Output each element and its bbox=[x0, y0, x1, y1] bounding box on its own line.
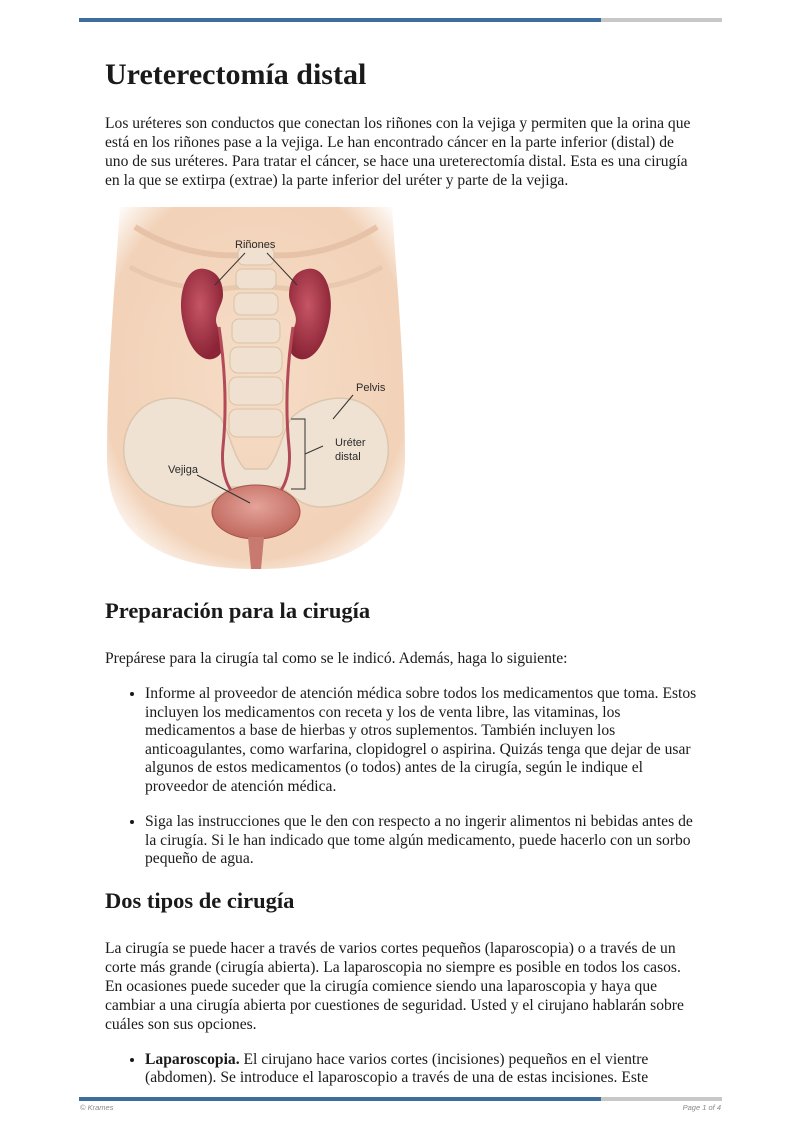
footer-page-number: Page 1 of 4 bbox=[682, 1103, 721, 1112]
anatomy-illustration bbox=[105, 207, 407, 569]
preparation-intro: Prepárese para la cirugía tal como se le indicó. Además, haga lo siguiente: bbox=[105, 650, 568, 667]
bottom-progress-bar bbox=[79, 1097, 722, 1101]
surgery-types-intro: La cirugía se puede hacer a través de varios cortes pequeños (laparoscopia) o a través de un corte más grande (cirugía abierta). La laparoscopia no siempre es posible en todos los casos. En ocasiones puede suceder que la cirugía comience siendo una laparoscopia y haya que cambiar a una cirugía abierta por cuestiones de seguridad. Usted y el cirujano hablarán sobre cuáles son sus opciones. bbox=[105, 939, 684, 1033]
list-item: • Informe al proveedor de atención médica sobre todos los medicamentos que toma. Estos incluyen los medicamentos con receta y los de venta libre, las vitaminas, los medicamentos a base de hierbas y otros suplementos. También incluyen los anticoagulantes, como warfarina, clopidogrel o aspirina. Quizás tenga que dejar de usar algunos de estos medicamentos (o todos) antes de la cirugía, según le indique el proveedor de atención médica. bbox=[145, 685, 700, 796]
label-ureter-line2: distal bbox=[335, 451, 361, 463]
surgery-types-list bbox=[105, 1051, 700, 1088]
list-item bbox=[145, 1051, 700, 1088]
page-title: Ureterectomía distal bbox=[105, 58, 367, 91]
top-progress-bar bbox=[79, 18, 722, 22]
label-ureter-line1: Uréter bbox=[335, 437, 366, 449]
list-item-text: El cirujano hace varios cortes (incisiones) pequeños en el vientre (abdomen). Se introduce el laparoscopio a través de una de estas incisiones. Este bbox=[145, 1050, 649, 1086]
top-progress-fill bbox=[79, 18, 601, 22]
section-heading-preparation: Preparación para la cirugía bbox=[105, 598, 371, 623]
section-heading-surgery-types: Dos tipos de cirugía bbox=[105, 887, 295, 913]
label-bladder: Vejiga bbox=[168, 464, 198, 476]
list-item-bold: Laparoscopia. bbox=[145, 1050, 240, 1068]
footer-copyright: © Krames bbox=[80, 1103, 114, 1112]
document-body bbox=[105, 56, 700, 1088]
intro-paragraph: Los uréteres son conductos que conectan los riñones con la vejiga y permiten que la orina que está en los riñones pase a la vejiga. Le han encontrado cáncer en la parte inferior (distal) de uno de sus uréteres. Para tratar el cáncer, se hace una ureterectomía distal. Esta es una cirugía en la que se extirpa (extrae) la parte inferior del uréter y parte de la vejiga. bbox=[105, 115, 691, 189]
label-pelvis: Pelvis bbox=[356, 382, 386, 394]
preparation-list bbox=[105, 685, 700, 869]
list-item: • Siga las instrucciones que le den con respecto a no ingerir alimentos ni bebidas antes de la cirugía. Si le han indicado que tome algún medicamento, puede hacerlo con un sorbo pequeño de agua. bbox=[145, 813, 700, 869]
bottom-progress-fill bbox=[79, 1097, 601, 1101]
urinary-system-illustration bbox=[105, 207, 407, 569]
label-kidneys: Riñones bbox=[235, 239, 276, 251]
